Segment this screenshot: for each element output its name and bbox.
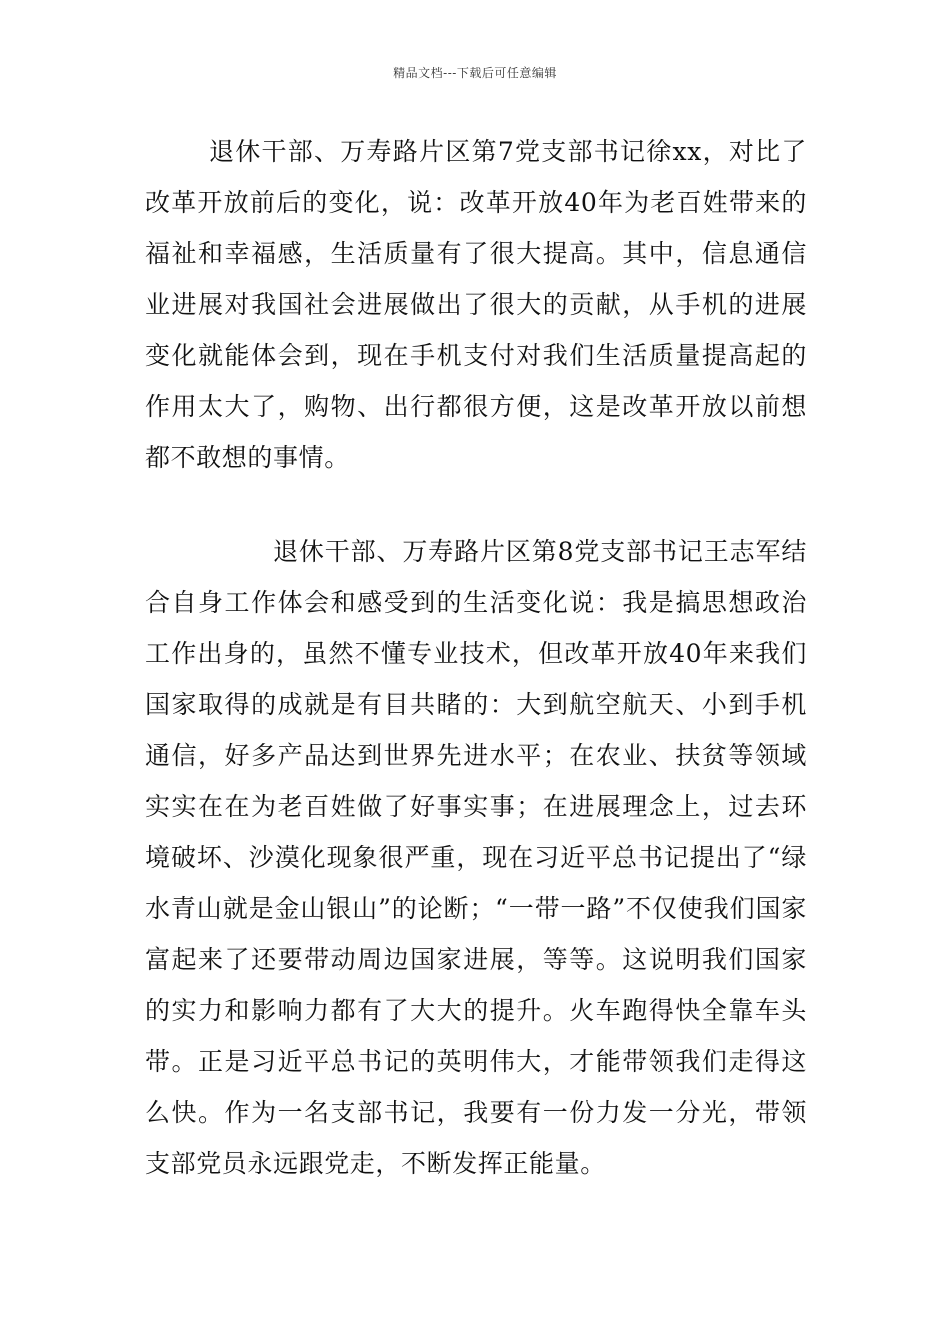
body-paragraph-1: 退休干部、万寿路片区第7党支部书记徐xx，对比了改革开放前后的变化，说：改革开放40年为老百姓带来的福祉和幸福感，生活质量有了很大提高。其中，信息通信业进展对我国社会进展做出了很大的贡献，从手机的进展变化就能体会到，现在手机支付对我们生活质量提高起的作用太大了，购物、出行都很方便，这是改革开放以前想都不敢想的事情。 [145, 137, 807, 472]
body-paragraph-2: 退休干部、万寿路片区第8党支部书记王志军结合自身工作体会和感受到的生活变化说：我是搞思想政治工作出身的，虽然不懂专业技术，但改革开放40年来我们国家取得的成就是有目共睹的：大到航空航天、小到手机通信，好多产品达到世界先进水平；在农业、扶贫等领域实实在在为老百姓做了好事实事；在进展理念上，过去环境破坏、沙漠化现象很严重，现在习近平总书记提出了“绿水青山就是金山银山”的论断；“一带一路”不仅使我们国家富起来了还要带动周边国家进展，等等。这说明我们国家的实力和影响力都有了大大的提升。火车跑得快全靠车头带。正是习近平总书记的英明伟大，才能带领我们走得这么快。作为一名支部书记，我要有一份力发一分光，带领支部党员永远跟党走，不断发挥正能量。 [145, 537, 807, 1178]
page-header: 精品文档---下载后可任意编辑 [393, 66, 557, 80]
